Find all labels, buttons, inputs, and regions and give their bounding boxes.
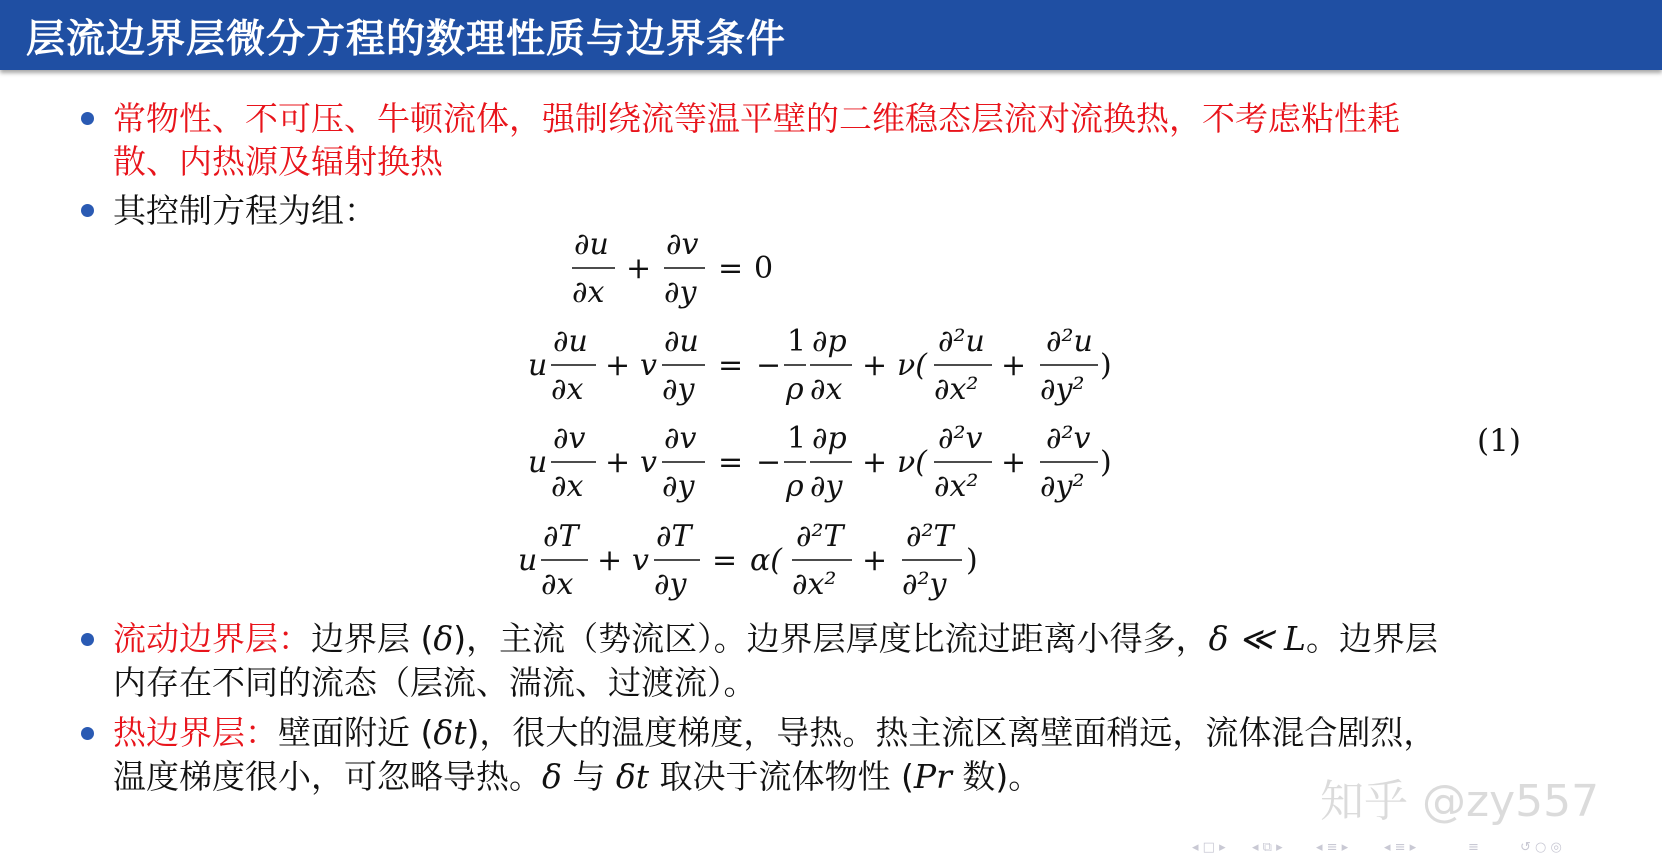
svg-text:∂v: ∂v <box>664 421 697 456</box>
bullet-dot <box>81 727 94 740</box>
governing-equations <box>0 220 1662 610</box>
svg-text:v: v <box>632 543 649 578</box>
svg-text:=: = <box>718 251 744 286</box>
bullet4-line1: 热边界层：壁面附近 (δt)，很大的温度梯度，导热。热主流区离壁面稍远，流体混合剧烈， <box>113 713 1437 752</box>
svg-text:=: = <box>712 543 738 578</box>
svg-text:+: + <box>626 251 652 286</box>
svg-text:−: − <box>756 445 782 480</box>
bullet1-line2: 散、内热源及辐射换热 <box>113 142 443 181</box>
svg-text:+: + <box>597 543 623 578</box>
svg-text:∂²v: ∂²v <box>938 421 983 456</box>
svg-text:∂u: ∂u <box>574 227 609 262</box>
bullet3-line2: 内存在不同的流态（层流、湍流、过渡流）。 <box>113 663 757 702</box>
delta-much-less-than-L: δ ≪ L <box>1208 619 1306 658</box>
svg-text:∂u: ∂u <box>553 324 588 359</box>
svg-text:+: + <box>862 445 888 480</box>
bullet2-text: 其控制方程为组： <box>113 191 377 230</box>
svg-text:ν(: ν( <box>897 348 927 383</box>
svg-text:α(: α( <box>750 543 782 578</box>
svg-text:u: u <box>528 445 548 480</box>
thermal-boundary-layer-label: 热边界层： <box>113 713 278 752</box>
svg-text:=: = <box>718 348 744 383</box>
svg-text:∂T: ∂T <box>543 519 579 554</box>
svg-text:∂x: ∂x <box>541 567 574 602</box>
svg-text:∂x²: ∂x² <box>934 372 979 407</box>
svg-text:∂v: ∂v <box>553 421 586 456</box>
bullet1-line1: 常物性、不可压、牛顿流体，强制绕流等温平壁的二维稳态层流对流换热，不考虑粘性耗 <box>113 99 1400 138</box>
nav-prev-section-icon[interactable]: ◂ ≡ ▸ <box>1316 840 1349 855</box>
watermark: 知乎 @zy557 <box>1320 776 1600 827</box>
nav-prev-subsection-icon[interactable]: ◂ ⧉ ▸ <box>1252 840 1283 855</box>
delta-symbol: δ <box>433 619 454 658</box>
nav-search-icon[interactable]: ↺ ○ ◎ <box>1520 840 1562 855</box>
svg-text:∂²T: ∂²T <box>796 519 844 554</box>
svg-text:+: + <box>1001 348 1027 383</box>
equation-number: (1) <box>1477 423 1521 459</box>
svg-text:∂²u: ∂²u <box>1046 324 1093 359</box>
svg-text:∂y: ∂y <box>654 567 687 602</box>
svg-text:∂x²: ∂x² <box>792 567 837 602</box>
svg-text:): ) <box>1100 445 1112 480</box>
delta-t-symbol: δt <box>615 757 649 796</box>
bullet3-line1: 流动边界层：边界层 (δ)，主流（势流区）。边界层厚度比流过距离小得多，δ ≪ L。边界层 <box>113 619 1438 658</box>
continuity-equation <box>572 227 773 310</box>
svg-text:∂y: ∂y <box>662 469 695 504</box>
svg-text:∂T: ∂T <box>656 519 692 554</box>
svg-text:∂u: ∂u <box>664 324 699 359</box>
svg-text:∂y: ∂y <box>810 469 843 504</box>
slide-title: 层流边界层微分方程的数理性质与边界条件 <box>26 17 787 62</box>
delta-t-symbol: δt <box>433 713 467 752</box>
svg-text:∂x: ∂x <box>551 469 584 504</box>
svg-text:u: u <box>518 543 538 578</box>
nav-prev-frame-icon[interactable]: ◂ □ ▸ <box>1192 840 1226 855</box>
svg-text:∂x: ∂x <box>810 372 843 407</box>
bullet-dot <box>81 112 94 125</box>
svg-text:1: 1 <box>787 421 807 456</box>
svg-text:+: + <box>605 348 631 383</box>
svg-text:−: − <box>756 348 782 383</box>
svg-text:∂y²: ∂y² <box>1040 372 1085 407</box>
flow-boundary-layer-label: 流动边界层： <box>113 619 311 658</box>
svg-text:+: + <box>862 543 888 578</box>
svg-text:∂y: ∂y <box>662 372 695 407</box>
svg-text:ρ: ρ <box>786 372 804 407</box>
svg-text:+: + <box>1001 445 1027 480</box>
svg-text:ρ: ρ <box>786 469 804 504</box>
svg-text:): ) <box>966 543 978 578</box>
svg-text:v: v <box>640 445 657 480</box>
svg-text:∂²u: ∂²u <box>938 324 985 359</box>
svg-text:+: + <box>862 348 888 383</box>
title-bar <box>0 0 1662 70</box>
svg-text:=: = <box>718 445 744 480</box>
svg-text:+: + <box>605 445 631 480</box>
delta-symbol: δ <box>542 757 562 796</box>
svg-text:v: v <box>640 348 657 383</box>
nav-toc-icon[interactable]: ≡ <box>1468 840 1479 855</box>
svg-text:): ) <box>1100 348 1112 383</box>
svg-text:∂p: ∂p <box>812 421 847 456</box>
svg-text:∂y: ∂y <box>664 275 697 310</box>
svg-text:∂²y: ∂²y <box>902 567 947 602</box>
svg-text:0: 0 <box>754 251 774 286</box>
nav-next-section-icon[interactable]: ◂ ≡ ▸ <box>1384 840 1417 855</box>
bullet-dot <box>81 204 94 217</box>
x-momentum-equation <box>528 324 1112 407</box>
y-momentum-equation <box>528 421 1112 504</box>
svg-text:u: u <box>528 348 548 383</box>
bullet4-line2: 温度梯度很小，可忽略导热。δ 与 δt 取决于流体物性 (Pr 数)。 <box>113 757 1042 796</box>
svg-text:∂v: ∂v <box>666 227 699 262</box>
svg-text:∂x²: ∂x² <box>934 469 979 504</box>
svg-text:∂x: ∂x <box>572 275 605 310</box>
svg-text:∂y²: ∂y² <box>1040 469 1085 504</box>
bullet-dot <box>81 633 94 646</box>
svg-text:1: 1 <box>787 324 807 359</box>
svg-text:∂p: ∂p <box>812 324 847 359</box>
svg-text:∂²v: ∂²v <box>1046 421 1091 456</box>
svg-text:∂²T: ∂²T <box>906 519 954 554</box>
svg-text:ν(: ν( <box>897 445 927 480</box>
prandtl-symbol: Pr <box>913 757 952 796</box>
energy-equation <box>518 519 978 602</box>
svg-text:∂x: ∂x <box>551 372 584 407</box>
